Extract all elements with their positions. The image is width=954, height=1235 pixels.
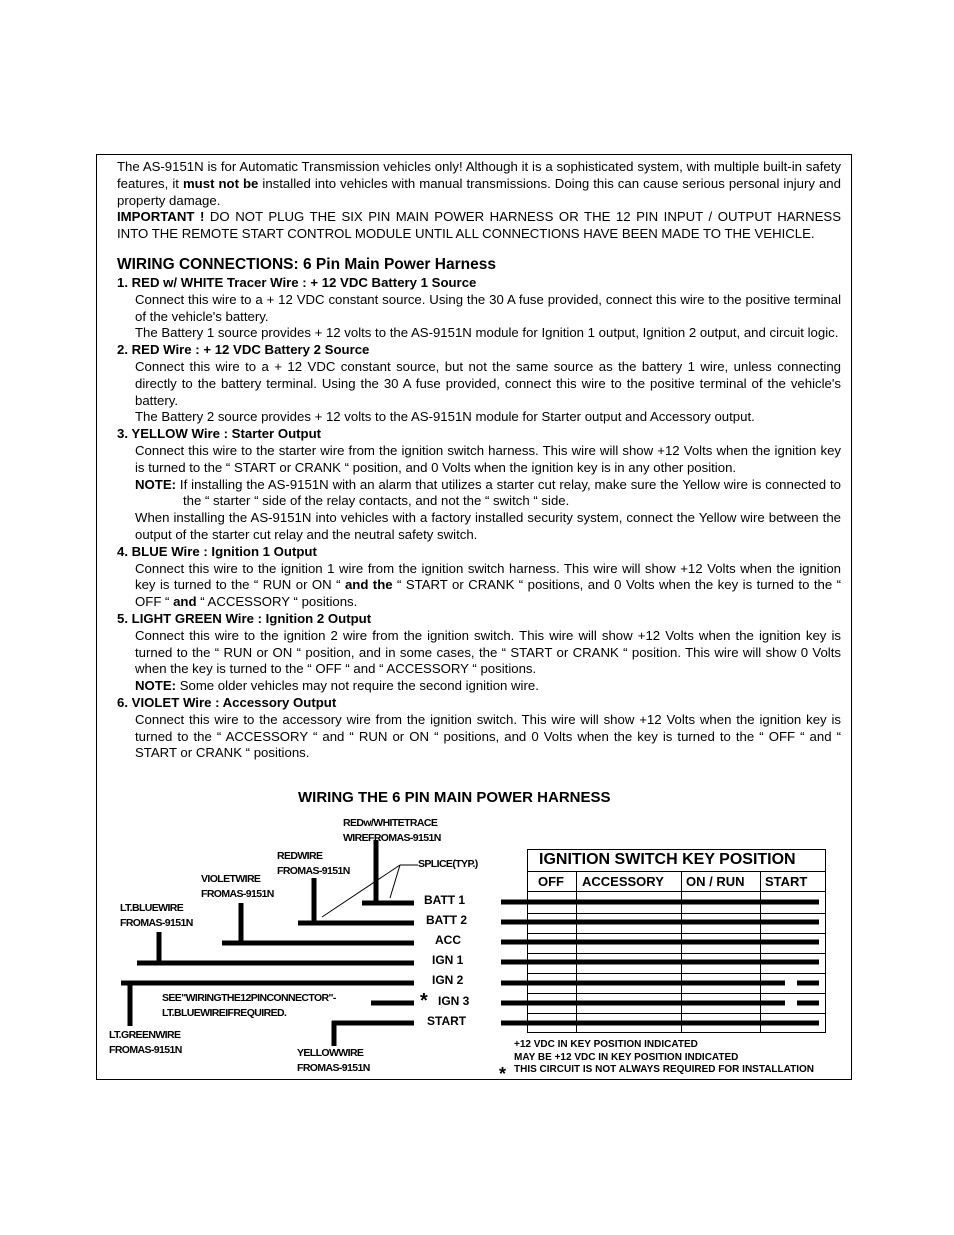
footnote-on: +12 VDC IN KEY POSITION INDICATED xyxy=(514,1039,698,1050)
label-line: LT.GREENWIRE xyxy=(109,1029,181,1041)
table-rule xyxy=(528,973,825,974)
wire-5-title: 5. LIGHT GREEN Wire : Ignition 2 Output xyxy=(117,610,372,626)
label-line: LT.BLUEWIRE xyxy=(120,902,184,914)
table-rule xyxy=(528,933,825,934)
wire-1-text-2: The Battery 1 source provides + 12 volts to the AS-9151N module for Ignition 1 output, Ignition 2 output, and circuit logic. xyxy=(135,325,839,341)
wire-6-text: Connect this wire to the accessory wire from the ignition switch. This wire will show +12 Volts when the ignition key is turned to the “ ACCESSORY “ and “ RUN or ON “ positions, and 0 Volts when the key is turned to the “ OFF “ and “ START or CRANK “ positions. xyxy=(135,711,841,761)
wire-4-emphasis-2: and xyxy=(173,594,197,610)
label-line: FROMAS-9151N xyxy=(201,888,274,900)
footnote-not-required: THIS CIRCUIT IS NOT ALWAYS REQUIRED FOR INSTALLATION xyxy=(514,1064,815,1075)
ign3-asterisk: * xyxy=(420,990,428,1012)
splice-label: SPLICE(TYP.) xyxy=(418,858,478,870)
diagram-title: WIRING THE 6 PIN MAIN POWER HARNESS xyxy=(298,789,611,806)
table-rule xyxy=(528,913,825,914)
pin-batt2: BATT 2 xyxy=(426,913,468,927)
wire-6-title: 6. VIOLET Wire : Accessory Output xyxy=(117,694,337,710)
label-line: SEE"WIRINGTHE12PINCONNECTOR"- xyxy=(162,992,336,1004)
intro-emphasis: must not be xyxy=(182,175,259,191)
wire-2-text: Connect this wire to a + 12 VDC constant source, but not the same source as the battery 1 wire, unless connecting directly to the battery terminal. Using the 30 A fuse provided, connect this wire to the positive terminal of the vehicle's battery. xyxy=(135,358,841,408)
important-label: IMPORTANT ! xyxy=(117,209,205,225)
table-title: IGNITION SWITCH KEY POSITION xyxy=(539,851,796,868)
label-line: FROMAS-9151N xyxy=(297,1062,370,1074)
col-start: START xyxy=(765,874,808,889)
intro-text-end: installed into vehicles with manual transmissions. Doing this can cause serious personal injury and property damage. xyxy=(117,175,841,208)
pin-batt1: BATT 1 xyxy=(424,893,466,907)
wire-3-title: 3. YELLOW Wire : Starter Output xyxy=(117,426,322,442)
label-line: FROMAS-9151N xyxy=(109,1044,182,1056)
label-line: WIREFROMAS-9151N xyxy=(343,832,441,844)
wire-3-text-2: When installing the AS-9151N into vehicles with a factory installed security system, connect the Yellow wire between the output of the starter cut relay and the neutral safety switch. xyxy=(135,510,841,542)
wire-1-title: 1. RED w/ WHITE Tracer Wire : + 12 VDC Battery 1 Source xyxy=(117,275,477,290)
wire-3-text: Connect this wire to the starter wire from the ignition switch harness. This wire will show +12 Volts when the ignition key is turned to the “ START or CRANK “ position, and 0 Volts when the ignition key is in any other position. xyxy=(135,442,841,475)
table-rule xyxy=(528,871,825,872)
wire-2-title: 2. RED Wire : + 12 VDC Battery 2 Source xyxy=(117,342,370,358)
label-line: REDw/WHITETRACE xyxy=(343,817,438,829)
table-divider xyxy=(681,871,682,1032)
pin-ign3: IGN 3 xyxy=(438,994,470,1008)
wire-4-emphasis-1: and the xyxy=(344,577,393,593)
pin-start: START xyxy=(427,1014,467,1028)
pin-ign2: IGN 2 xyxy=(432,973,464,987)
wire-5-text: Connect this wire to the ignition 2 wire from the ignition switch. This wire will show +12 Volts when the ignition key is turned to the “ RUN or ON “ position, and in some cases, the “ START or CRANK “ position. This wire will show 0 Volts when the key is turned to the “ OFF “ and “ ACCESSORY “ positions. xyxy=(135,627,841,677)
note-label: NOTE: xyxy=(135,678,177,694)
splice-pointer xyxy=(322,865,400,917)
wire-4-text-a: Connect this wire to the ignition 1 wire from the ignition switch harness. This wire will show +12 Volts when the ignition key is turned to the “ RUN or ON “ xyxy=(135,560,841,593)
table-divider xyxy=(760,871,761,1032)
splice-pointer xyxy=(390,865,400,898)
footnote-maybe: MAY BE +12 VDC IN KEY POSITION INDICATED xyxy=(514,1052,739,1063)
label-line: REDWIRE xyxy=(277,850,323,862)
label-line: VIOLETWIRE xyxy=(201,873,261,885)
wire-2-text-2: The Battery 2 source provides + 12 volts to the AS-9151N module for Starter output and Accessory output. xyxy=(135,409,755,425)
intro-text: The AS-9151N is for Automatic Transmission vehicles only! Although it is a sophisticated system, with multiple built-in safety features, it xyxy=(117,159,841,191)
wire-1-text: Connect this wire to a + 12 VDC constant source. Using the 30 A fuse provided, connect this wire to the positive terminal of the vehicle's battery. xyxy=(135,291,841,324)
note-text: If installing the AS-9151N with an alarm that utilizes a starter cut relay, make sure the Yellow wire is connected to the “ starter “ side of the relay contacts, and not the “ switch “ side. xyxy=(176,476,841,509)
table-rule xyxy=(528,1013,825,1014)
note-text: Some older vehicles may not require the second ignition wire. xyxy=(176,678,539,694)
table-rule xyxy=(528,891,825,892)
wire-4-title: 4. BLUE Wire : Ignition 1 Output xyxy=(117,543,317,559)
pin-ign1: IGN 1 xyxy=(432,953,464,967)
note-label: NOTE: xyxy=(135,476,177,492)
section-heading: WIRING CONNECTIONS: 6 Pin Main Power Harness xyxy=(117,256,496,273)
table-divider xyxy=(576,871,577,1032)
pin-acc: ACC xyxy=(435,933,461,947)
footnote-asterisk: * xyxy=(499,1064,507,1084)
table-rule xyxy=(528,953,825,954)
label-line: YELLOWWIRE xyxy=(297,1047,364,1059)
important-text: DO NOT PLUG THE SIX PIN MAIN POWER HARNESS OR THE 12 PIN INPUT / OUTPUT HARNESS INTO THE REMOTE START CONTROL MODULE UNTIL ALL CONNECTIONS HAVE BEEN MADE TO THE VEHICLE. xyxy=(117,209,841,242)
col-accessory: ACCESSORY xyxy=(582,874,664,889)
wire-4-text-c: “ ACCESSORY “ positions. xyxy=(196,594,358,610)
wire-4-text-b: “ START or CRANK “ positions, and 0 Volts when the key is turned to the “ OFF “ xyxy=(135,577,841,610)
col-on-run: ON / RUN xyxy=(686,874,745,889)
label-line: FROMAS-9151N xyxy=(277,865,350,877)
label-line: LT.BLUEWIREIFREQUIRED. xyxy=(162,1007,287,1019)
label-line: FROMAS-9151N xyxy=(120,917,193,929)
ignition-key-table xyxy=(527,849,826,1033)
table-rule xyxy=(528,993,825,994)
col-off: OFF xyxy=(538,874,564,889)
